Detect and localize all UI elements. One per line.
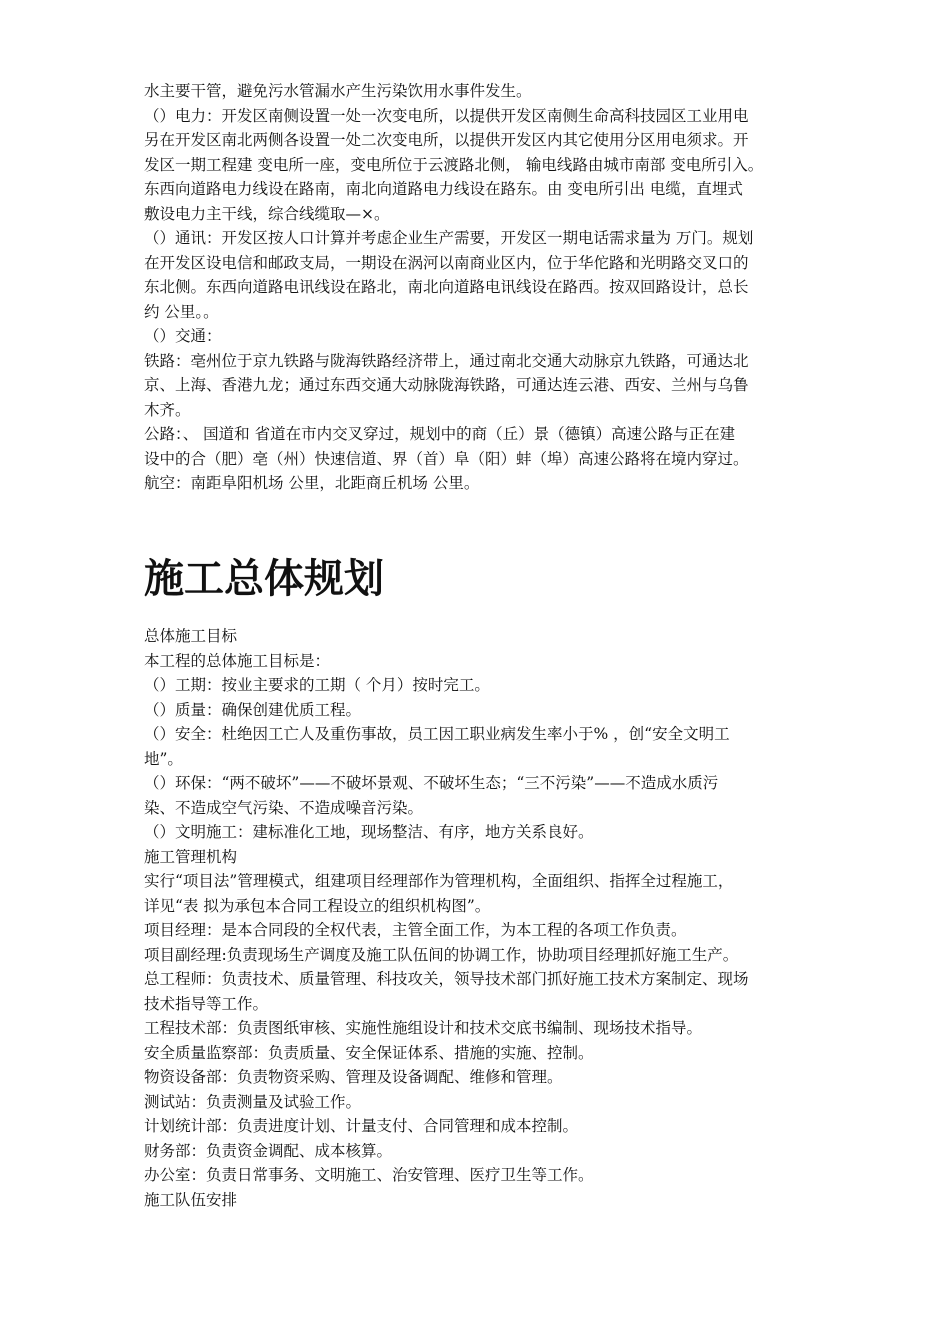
text-line: 施工管理机构	[144, 847, 238, 866]
text-line: （）交通：	[144, 327, 222, 345]
section-title: 施工总体规划	[144, 556, 384, 602]
text-line: 东西向道路电力线设在路南，南北向道路电力线设在路东。由 变电所引出 电缆，直埋式	[144, 180, 743, 198]
text-line: 详见“表 拟为承包本合同工程设立的组织机构图”。	[144, 896, 491, 915]
text-line: （）环保：“两不破坏”——不破坏景观、不破坏生态；“三不污染”——不造成水质污	[144, 774, 719, 792]
text-line: 测试站：负责测量及试验工作。	[144, 1092, 362, 1111]
text-line: 航空：南距阜阳机场 公里，北距商丘机场 公里。	[144, 474, 480, 492]
text-line: （）通讯：开发区按人口计算并考虑企业生产需要，开发区一期电话需求量为 万门。规划	[144, 229, 754, 247]
text-line: 总工程师：负责技术、质量管理、科技攻关，领导技术部门抓好施工技术方案制定、现场	[144, 970, 749, 988]
text-line: 染、不造成空气污染、不造成噪音污染。	[144, 798, 424, 817]
text-line: 另在开发区南北两侧各设置一处二次变电所，以提供开发区内其它使用分区用电须求。开	[144, 131, 749, 149]
text-line: 物资设备部：负责物资采购、管理及设备调配、维修和管理。	[144, 1068, 563, 1086]
body-paragraphs	[144, 624, 820, 1212]
text-line: 在开发区设电信和邮政支局，一期设在涡河以南商业区内，位于华佗路和光明路交叉口的	[144, 253, 749, 272]
text-line: 木齐。	[144, 400, 191, 419]
text-line: （）质量：确保创建优质工程。	[144, 700, 362, 719]
text-line: 总体施工目标	[144, 627, 238, 645]
text-line: 京、上海、香港九龙；通过东西交通大动脉陇海铁路，可通达连云港、西安、兰州与乌鲁	[144, 376, 749, 394]
text-line: 办公室：负责日常事务、文明施工、治安管理、医疗卫生等工作。	[144, 1166, 594, 1184]
intro-paragraphs	[144, 79, 820, 496]
text-line: 施工队伍安排	[144, 1190, 238, 1209]
text-line: 项目经理：是本合同段的全权代表，主管全面工作，为本工程的各项工作负责。	[144, 921, 687, 939]
text-line: 敷设电力主干线，综合线缆取—×。	[144, 204, 390, 223]
text-line: 实行“项目法”管理模式，组建项目经理部作为管理机构，全面组织、指挥全过程施工，	[144, 872, 734, 890]
text-line: 项目副经理:负责现场生产调度及施工队伍间的协调工作，协助项目经理抓好施工生产。	[144, 945, 739, 964]
text-line: 铁路：亳州位于京九铁路与陇海铁路经济带上，通过南北交通大动脉京九铁路，可通达北	[144, 351, 749, 370]
text-line: 水主要干管，避免污水管漏水产生污染饮用水事件发生。	[144, 82, 532, 100]
text-line: 设中的合（肥）亳（州）快速信道、界（首）阜（阳）蚌（埠）高速公路将在境内穿过。	[144, 449, 749, 468]
text-line: 财务部：负责资金调配、成本核算。	[144, 1141, 393, 1160]
text-line: （）工期：按业主要求的工期（ 个月）按时完工。	[144, 676, 490, 694]
text-line: 发区一期工程建 变电所一座，变电所位于云渡路北侧， 输电线路由城市南部 变电所引入。	[144, 155, 764, 174]
text-line: （）文明施工：建标准化工地，现场整洁、有序，地方关系良好。	[144, 823, 594, 841]
text-line: 技术指导等工作。	[144, 994, 269, 1013]
text-line: 安全质量监察部：负责质量、安全保证体系、措施的实施、控制。	[144, 1043, 594, 1062]
text-line: 东北侧。东西向道路电讯线设在路北，南北向道路电讯线设在路西。按双回路设计，总长	[144, 278, 749, 296]
text-line: （）安全：杜绝因工亡人及重伤事故，员工因工职业病发生率小于% ，创“安全文明工	[144, 725, 730, 743]
text-line: 约 公里。。	[144, 302, 219, 321]
text-line: 本工程的总体施工目标是：	[144, 651, 331, 670]
text-line: （）电力：开发区南侧设置一处一次变电所，以提供开发区南侧生命高科技园区工业用电	[144, 106, 749, 125]
text-line: 计划统计部：负责进度计划、计量支付、合同管理和成本控制。	[144, 1117, 579, 1135]
text-line: 工程技术部：负责图纸审核、实施性施组设计和技术交底书编制、现场技术指导。	[144, 1019, 703, 1037]
text-line: 地”。	[144, 749, 183, 768]
text-line: 公路：、 国道和 省道在市内交叉穿过，规划中的商（丘）景（德镇）高速公路与正在建	[144, 425, 736, 443]
